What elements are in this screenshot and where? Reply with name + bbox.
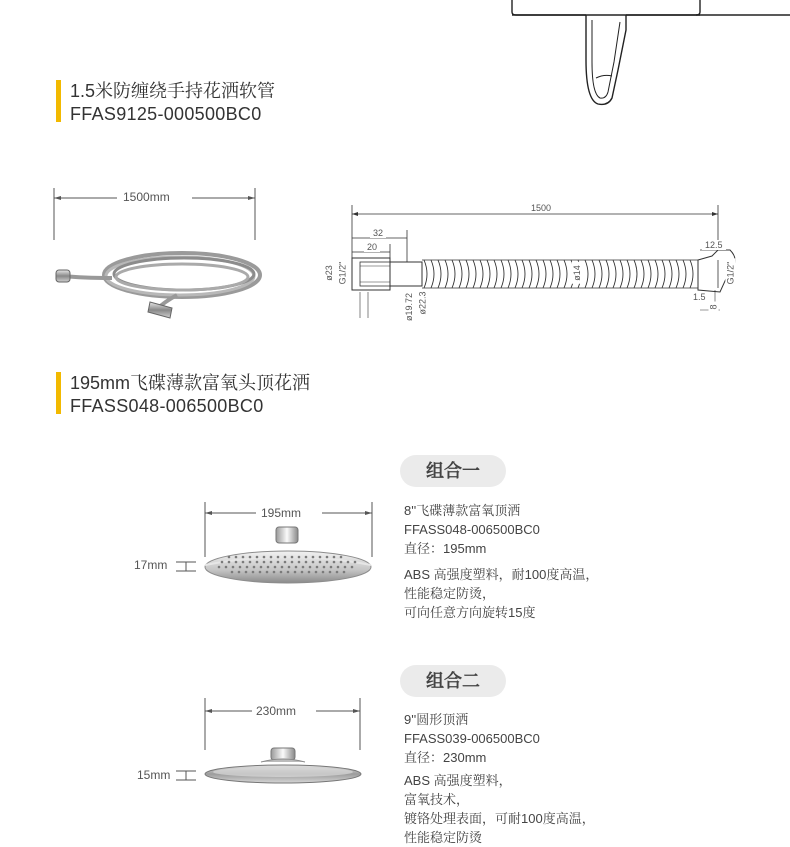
drawing-dia-19-72: ø19.72: [404, 290, 414, 324]
drawing-dim-32: 32: [370, 228, 386, 238]
combo1-desc-line: 直径：195mm: [404, 541, 487, 556]
combo1-width-label: 195mm: [258, 506, 304, 520]
combo1-desc-line: 可向任意方向旋转15度: [404, 605, 536, 620]
combo1-desc-line: ABS 高强度塑料，耐100度高温，: [404, 567, 599, 582]
combo2-desc-line: FFASS039-006500BC0: [404, 731, 540, 746]
combo2-height-label: 15mm: [134, 768, 173, 782]
combo1-desc-line: FFASS048-006500BC0: [404, 522, 540, 537]
drawing-thread-left: G1/2": [337, 259, 347, 288]
section1-code: FFAS9125-000500BC0: [70, 104, 262, 124]
drawing-dim-20: 20: [364, 242, 380, 252]
combo1-shower-head: [203, 527, 373, 585]
drawing-dia-23: ø23: [324, 262, 334, 284]
combo2-pill: 组合二: [400, 665, 506, 697]
section2-title: 195mm飞碟薄款富氧头顶花洒: [70, 373, 311, 393]
combo1-desc-line: 8''飞碟薄款富氧顶洒: [404, 503, 521, 518]
section1-title: 1.5米防缠绕手持花洒软管: [70, 81, 276, 101]
drawing-dim-8: 8: [709, 301, 719, 312]
combo2-desc-line: 镀铬处理表面，可耐100度高温，: [404, 811, 595, 826]
faucet-drawing: [500, 0, 740, 110]
combo1-height-marker: [176, 560, 200, 574]
combo2-height-marker: [176, 769, 200, 783]
drawing-dia-14: ø14: [572, 262, 582, 284]
combo2-desc-line: 直径：230mm: [404, 750, 487, 765]
combo2-desc-line: ABS 高强度塑料，: [404, 773, 512, 788]
combo1-pill: 组合一: [400, 455, 506, 487]
combo2-desc-line: 9''圆形顶洒: [404, 712, 469, 727]
drawing-dim-12-5: 12.5: [702, 240, 726, 250]
combo2-desc-line: 性能稳定防烫: [404, 830, 483, 845]
drawing-thread-right: G1/2": [725, 259, 735, 288]
combo2-desc-line: 富氧技术，: [404, 792, 470, 807]
drawing-dim-1-5: 1.5: [690, 292, 709, 302]
section-accent-bar: [56, 372, 61, 414]
combo1-desc-line: 性能稳定防烫，: [404, 586, 496, 601]
combo2-width-label: 230mm: [253, 704, 299, 718]
section-accent-bar: [56, 80, 61, 122]
hose-photo: [52, 240, 272, 330]
combo2-shower-head: [203, 748, 363, 788]
combo1-height-label: 17mm: [131, 558, 170, 572]
drawing-dia-22-3: ø22.3: [418, 288, 428, 317]
hose-technical-drawing: [320, 200, 760, 320]
drawing-overall-length: 1500: [528, 203, 554, 213]
section2-code: FFASS048-006500BC0: [70, 396, 264, 416]
hose-photo-length: 1500mm: [120, 190, 173, 204]
